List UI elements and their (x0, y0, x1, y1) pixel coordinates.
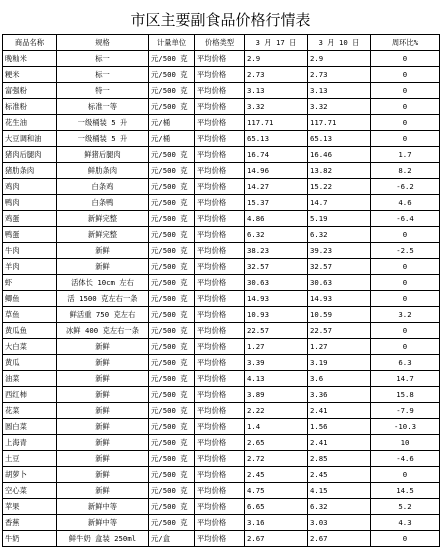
cell-name: 鸭肉 (3, 195, 57, 211)
cell-mar10: 1.27 (308, 339, 371, 355)
cell-mar10: 3.6 (308, 371, 371, 387)
cell-spec: 新鲜 (57, 435, 149, 451)
cell-change: 0 (371, 99, 440, 115)
cell-mar17: 10.93 (245, 307, 308, 323)
cell-name: 草鱼 (3, 307, 57, 323)
cell-unit: 元/盒 (149, 531, 195, 547)
cell-price-type: 平均价格 (195, 243, 245, 259)
cell-spec: 新鲜完整 (57, 211, 149, 227)
cell-mar17: 32.57 (245, 259, 308, 275)
table-row (3, 227, 440, 243)
cell-mar10: 30.63 (308, 275, 371, 291)
cell-mar17: 65.13 (245, 131, 308, 147)
cell-spec: 活 1500 克左右一条 (57, 291, 149, 307)
cell-price-type: 平均价格 (195, 275, 245, 291)
cell-change: -6.2 (371, 179, 440, 195)
cell-price-type: 平均价格 (195, 179, 245, 195)
cell-price-type: 平均价格 (195, 515, 245, 531)
cell-mar10: 5.19 (308, 211, 371, 227)
cell-price-type: 平均价格 (195, 403, 245, 419)
cell-change: 0 (371, 115, 440, 131)
table-row (3, 339, 440, 355)
table-row (3, 275, 440, 291)
cell-change: 0 (371, 291, 440, 307)
cell-unit: 元/500 克 (149, 211, 195, 227)
cell-price-type: 平均价格 (195, 307, 245, 323)
table-row (3, 115, 440, 131)
cell-change: 0 (371, 531, 440, 547)
cell-unit: 元/500 克 (149, 355, 195, 371)
cell-unit: 元/500 克 (149, 419, 195, 435)
cell-name: 猪肋条肉 (3, 163, 57, 179)
cell-change: -2.5 (371, 243, 440, 259)
table-row (3, 355, 440, 371)
cell-spec: 新鲜 (57, 243, 149, 259)
cell-name: 粳米 (3, 67, 57, 83)
cell-price-type: 平均价格 (195, 467, 245, 483)
cell-mar17: 4.13 (245, 371, 308, 387)
cell-change: 0 (371, 467, 440, 483)
cell-mar10: 14.93 (308, 291, 371, 307)
cell-unit: 元/500 克 (149, 99, 195, 115)
cell-name: 富强粉 (3, 83, 57, 99)
cell-name: 圆白菜 (3, 419, 57, 435)
cell-spec: 一级桶装 5 升 (57, 131, 149, 147)
cell-spec: 鲜肋条肉 (57, 163, 149, 179)
cell-mar17: 22.57 (245, 323, 308, 339)
cell-mar17: 3.89 (245, 387, 308, 403)
table-row (3, 211, 440, 227)
header-row (3, 35, 440, 51)
table-row (3, 515, 440, 531)
cell-change: 0 (371, 259, 440, 275)
cell-unit: 元/桶 (149, 115, 195, 131)
cell-price-type: 平均价格 (195, 387, 245, 403)
cell-mar17: 1.27 (245, 339, 308, 355)
cell-price-type: 平均价格 (195, 451, 245, 467)
cell-change: 0 (371, 227, 440, 243)
cell-change: 3.2 (371, 307, 440, 323)
cell-mar17: 14.93 (245, 291, 308, 307)
cell-mar10: 4.15 (308, 483, 371, 499)
cell-unit: 元/500 克 (149, 83, 195, 99)
cell-mar10: 10.59 (308, 307, 371, 323)
cell-name: 大白菜 (3, 339, 57, 355)
cell-unit: 元/500 克 (149, 451, 195, 467)
cell-price-type: 平均价格 (195, 115, 245, 131)
cell-spec: 鲜活重 750 克左右 (57, 307, 149, 323)
cell-change: -6.4 (371, 211, 440, 227)
table-row (3, 259, 440, 275)
cell-name: 空心菜 (3, 483, 57, 499)
cell-unit: 元/500 克 (149, 339, 195, 355)
cell-price-type: 平均价格 (195, 147, 245, 163)
cell-mar17: 2.9 (245, 51, 308, 67)
cell-price-type: 平均价格 (195, 211, 245, 227)
cell-spec: 白条鸡 (57, 179, 149, 195)
cell-unit: 元/500 克 (149, 387, 195, 403)
cell-price-type: 平均价格 (195, 195, 245, 211)
cell-price-type: 平均价格 (195, 131, 245, 147)
table-row (3, 387, 440, 403)
cell-price-type: 平均价格 (195, 259, 245, 275)
cell-mar17: 4.86 (245, 211, 308, 227)
cell-spec: 新鲜 (57, 451, 149, 467)
cell-change: -7.9 (371, 403, 440, 419)
cell-change: 1.7 (371, 147, 440, 163)
cell-mar10: 16.46 (308, 147, 371, 163)
cell-name: 胡萝卜 (3, 467, 57, 483)
cell-spec: 新鲜中等 (57, 515, 149, 531)
cell-name: 标准粉 (3, 99, 57, 115)
cell-mar17: 15.37 (245, 195, 308, 211)
col-header-mar17: 3 月 17 日 (245, 35, 308, 51)
cell-price-type: 平均价格 (195, 355, 245, 371)
cell-mar17: 6.32 (245, 227, 308, 243)
cell-change: 5.2 (371, 499, 440, 515)
cell-mar17: 2.65 (245, 435, 308, 451)
table-row (3, 435, 440, 451)
table-row (3, 403, 440, 419)
table-row (3, 163, 440, 179)
cell-mar10: 6.32 (308, 499, 371, 515)
cell-spec: 新鲜 (57, 387, 149, 403)
cell-spec: 新鲜中等 (57, 499, 149, 515)
cell-price-type: 平均价格 (195, 227, 245, 243)
cell-price-type: 平均价格 (195, 99, 245, 115)
table-row (3, 371, 440, 387)
cell-name: 鸡肉 (3, 179, 57, 195)
cell-mar10: 32.57 (308, 259, 371, 275)
table-row (3, 483, 440, 499)
table-row (3, 323, 440, 339)
cell-name: 黄瓜鱼 (3, 323, 57, 339)
cell-mar10: 2.9 (308, 51, 371, 67)
cell-change: 14.5 (371, 483, 440, 499)
table-body (3, 51, 440, 547)
cell-mar17: 2.45 (245, 467, 308, 483)
table-row (3, 291, 440, 307)
cell-mar10: 3.03 (308, 515, 371, 531)
cell-unit: 元/500 克 (149, 323, 195, 339)
cell-unit: 元/500 克 (149, 179, 195, 195)
cell-price-type: 平均价格 (195, 323, 245, 339)
cell-change: 0 (371, 67, 440, 83)
cell-name: 鸭蛋 (3, 227, 57, 243)
cell-name: 苹果 (3, 499, 57, 515)
cell-name: 黄瓜 (3, 355, 57, 371)
cell-spec: 特一 (57, 83, 149, 99)
cell-unit: 元/500 克 (149, 403, 195, 419)
cell-name: 鲫鱼 (3, 291, 57, 307)
cell-mar17: 2.72 (245, 451, 308, 467)
cell-name: 土豆 (3, 451, 57, 467)
cell-mar17: 6.65 (245, 499, 308, 515)
cell-mar17: 2.73 (245, 67, 308, 83)
cell-unit: 元/桶 (149, 131, 195, 147)
table-row (3, 243, 440, 259)
table-row (3, 131, 440, 147)
cell-price-type: 平均价格 (195, 531, 245, 547)
cell-mar10: 39.23 (308, 243, 371, 259)
cell-mar17: 3.32 (245, 99, 308, 115)
col-header-change: 周环比% (371, 35, 440, 51)
cell-mar17: 3.13 (245, 83, 308, 99)
cell-mar10: 65.13 (308, 131, 371, 147)
table-row (3, 179, 440, 195)
cell-change: 10 (371, 435, 440, 451)
cell-price-type: 平均价格 (195, 163, 245, 179)
cell-change: 0 (371, 83, 440, 99)
cell-price-type: 平均价格 (195, 67, 245, 83)
page-title: 市区主要副食品价格行情表 (130, 10, 311, 29)
cell-unit: 元/500 克 (149, 67, 195, 83)
cell-mar17: 4.75 (245, 483, 308, 499)
cell-spec: 新鲜 (57, 259, 149, 275)
cell-mar17: 30.63 (245, 275, 308, 291)
cell-unit: 元/500 克 (149, 371, 195, 387)
cell-change: 0 (371, 131, 440, 147)
cell-name: 油菜 (3, 371, 57, 387)
cell-spec: 新鲜 (57, 483, 149, 499)
cell-unit: 元/500 克 (149, 51, 195, 67)
cell-mar17: 2.67 (245, 531, 308, 547)
cell-unit: 元/500 克 (149, 195, 195, 211)
cell-mar10: 13.82 (308, 163, 371, 179)
cell-change: -4.6 (371, 451, 440, 467)
cell-name: 晚籼米 (3, 51, 57, 67)
cell-name: 花生油 (3, 115, 57, 131)
table-row (3, 147, 440, 163)
cell-spec: 新鲜 (57, 467, 149, 483)
cell-mar10: 2.73 (308, 67, 371, 83)
cell-spec: 一级桶装 5 升 (57, 115, 149, 131)
cell-name: 羊肉 (3, 259, 57, 275)
cell-name: 牛奶 (3, 531, 57, 547)
table-row (3, 307, 440, 323)
cell-mar10: 2.45 (308, 467, 371, 483)
cell-mar10: 3.13 (308, 83, 371, 99)
cell-mar10: 3.36 (308, 387, 371, 403)
cell-mar10: 2.41 (308, 403, 371, 419)
cell-change: 8.2 (371, 163, 440, 179)
cell-unit: 元/500 克 (149, 147, 195, 163)
col-header-price-type: 价格类型 (195, 35, 245, 51)
col-header-name: 商品名称 (3, 35, 57, 51)
cell-change: 15.8 (371, 387, 440, 403)
cell-name: 西红柿 (3, 387, 57, 403)
cell-spec: 标一 (57, 67, 149, 83)
price-report (2, 6, 439, 543)
cell-spec: 新鲜完整 (57, 227, 149, 243)
cell-unit: 元/500 克 (149, 307, 195, 323)
cell-mar10: 3.32 (308, 99, 371, 115)
cell-mar10: 22.57 (308, 323, 371, 339)
cell-unit: 元/500 克 (149, 291, 195, 307)
table-row (3, 99, 440, 115)
cell-spec: 鲜猪后腿肉 (57, 147, 149, 163)
table-row (3, 499, 440, 515)
table-row (3, 67, 440, 83)
cell-price-type: 平均价格 (195, 339, 245, 355)
cell-unit: 元/500 克 (149, 259, 195, 275)
table-row (3, 451, 440, 467)
cell-spec: 新鲜 (57, 339, 149, 355)
cell-mar10: 2.41 (308, 435, 371, 451)
cell-mar17: 14.27 (245, 179, 308, 195)
cell-price-type: 平均价格 (195, 435, 245, 451)
table-row (3, 83, 440, 99)
cell-change: 6.3 (371, 355, 440, 371)
cell-unit: 元/500 克 (149, 435, 195, 451)
cell-mar17: 16.74 (245, 147, 308, 163)
cell-unit: 元/500 克 (149, 227, 195, 243)
cell-spec: 冰鲜 400 克左右一条 (57, 323, 149, 339)
table-row (3, 419, 440, 435)
cell-spec: 白条鸭 (57, 195, 149, 211)
cell-price-type: 平均价格 (195, 51, 245, 67)
cell-mar17: 14.96 (245, 163, 308, 179)
cell-name: 虾 (3, 275, 57, 291)
cell-spec: 鲜牛奶 盒装 250ml (57, 531, 149, 547)
cell-unit: 元/500 克 (149, 467, 195, 483)
cell-name: 大豆调和油 (3, 131, 57, 147)
cell-price-type: 平均价格 (195, 83, 245, 99)
cell-unit: 元/500 克 (149, 499, 195, 515)
table-row (3, 195, 440, 211)
cell-unit: 元/500 克 (149, 275, 195, 291)
cell-unit: 元/500 克 (149, 483, 195, 499)
price-table (2, 34, 440, 547)
cell-mar17: 117.71 (245, 115, 308, 131)
cell-mar17: 2.22 (245, 403, 308, 419)
cell-spec: 新鲜 (57, 355, 149, 371)
cell-mar17: 1.4 (245, 419, 308, 435)
cell-mar10: 6.32 (308, 227, 371, 243)
cell-mar10: 1.56 (308, 419, 371, 435)
cell-mar10: 14.7 (308, 195, 371, 211)
cell-change: 0 (371, 339, 440, 355)
cell-spec: 标准一等 (57, 99, 149, 115)
cell-mar10: 2.67 (308, 531, 371, 547)
cell-price-type: 平均价格 (195, 371, 245, 387)
table-row (3, 467, 440, 483)
cell-price-type: 平均价格 (195, 419, 245, 435)
cell-unit: 元/500 克 (149, 515, 195, 531)
cell-change: 4.3 (371, 515, 440, 531)
cell-name: 猪肉后腿肉 (3, 147, 57, 163)
cell-mar10: 15.22 (308, 179, 371, 195)
table-row (3, 531, 440, 547)
cell-mar17: 38.23 (245, 243, 308, 259)
cell-name: 牛肉 (3, 243, 57, 259)
cell-name: 花菜 (3, 403, 57, 419)
col-header-mar10: 3 月 10 日 (308, 35, 371, 51)
cell-change: 0 (371, 51, 440, 67)
col-header-spec: 规格 (57, 35, 149, 51)
cell-change: 0 (371, 323, 440, 339)
cell-price-type: 平均价格 (195, 291, 245, 307)
cell-price-type: 平均价格 (195, 499, 245, 515)
cell-change: 14.7 (371, 371, 440, 387)
cell-unit: 元/500 克 (149, 243, 195, 259)
cell-change: 0 (371, 275, 440, 291)
cell-change: -10.3 (371, 419, 440, 435)
cell-mar17: 3.16 (245, 515, 308, 531)
cell-spec: 新鲜 (57, 403, 149, 419)
cell-mar10: 3.19 (308, 355, 371, 371)
cell-price-type: 平均价格 (195, 483, 245, 499)
cell-change: 4.6 (371, 195, 440, 211)
cell-spec: 新鲜 (57, 371, 149, 387)
table-row (3, 51, 440, 67)
col-header-unit: 计量单位 (149, 35, 195, 51)
cell-spec: 活体长 10cm 左右 (57, 275, 149, 291)
cell-name: 上海青 (3, 435, 57, 451)
cell-mar17: 3.39 (245, 355, 308, 371)
cell-unit: 元/500 克 (149, 163, 195, 179)
cell-name: 鸡蛋 (3, 211, 57, 227)
cell-spec: 标一 (57, 51, 149, 67)
cell-mar10: 2.85 (308, 451, 371, 467)
cell-mar10: 117.71 (308, 115, 371, 131)
cell-spec: 新鲜 (57, 419, 149, 435)
cell-name: 香蕉 (3, 515, 57, 531)
